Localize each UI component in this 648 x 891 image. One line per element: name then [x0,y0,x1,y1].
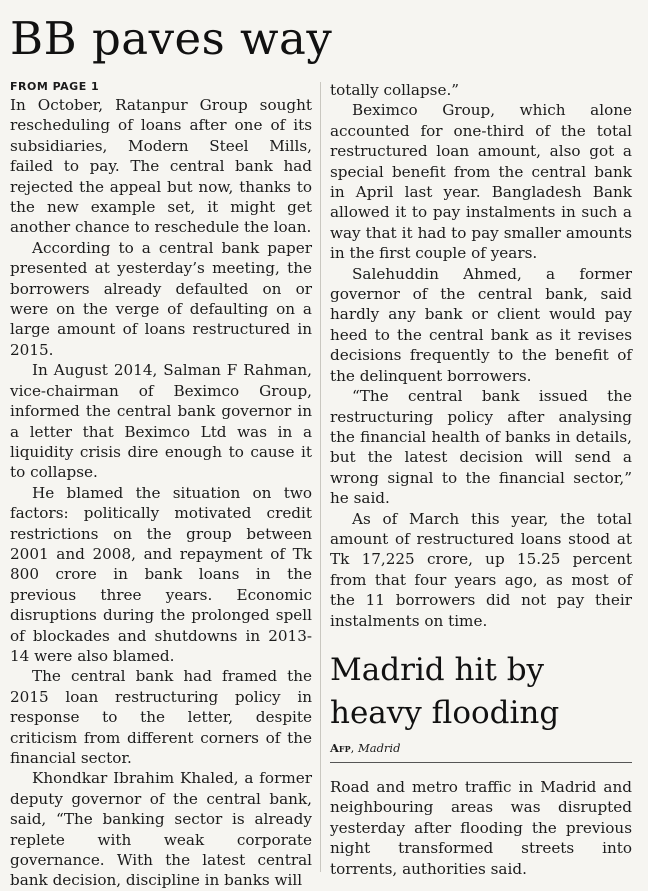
article-paragraph: Beximco Group, which alone accounted for one-third of the total restructured loan amount, also got a special benefit from the central bank in April last year. Bangladesh Bank allowed it to pay instalments in such a way that it had to pay smaller amounts in the first couple of years. [330,101,632,263]
article-paragraph: Khondkar Ibrahim Khaled, a former deputy governor of the central bank, said, “The banking sector is already replete with weak corporate governance. With the latest central bank decision, discipline in banks will [10,769,312,890]
article-paragraph: In October, Ratanpur Group sought rescheduling of loans after one of its subsidiaries, Modern Steel Mills, failed to pay. The central bank had rejected the appeal but now, thanks to the new example set, it might get another chance to reschedule the loan. [10,96,312,237]
article-column-right [330,80,632,879]
article-paragraph: In August 2014, Salman F Rahman, vice-chairman of Beximco Group, informed the central bank governor in a letter that Beximco Ltd was in a liquidity crisis dire enough to cause it to collapse. [10,361,312,482]
second-story-headline: Madrid hit by heavy flooding [330,651,560,731]
article-paragraph: Salehuddin Ahmed, a former governor of the central bank, said hardly any bank or client would pay heed to the central bank as it revises decisions frequently to the benefit of the delinquent borrowers. [330,264,632,385]
article-paragraph: He blamed the situation on two factors: politically motivated credit restrictions on the group between 2001 and 2008, and repayment of Tk 800 crore in bank loans in the previous three years. Economic disruptions during the prolonged spell of blockades and shutdowns in 2013-14 were also blamed. [10,483,312,665]
byline-agency: Afp [330,740,351,755]
article-column-left [10,80,312,891]
second-story-body [330,777,632,879]
byline: Afp, Madrid [330,741,632,763]
article-paragraph: Road and metro traffic in Madrid and neighbouring areas was disrupted yesterday after flooding the previous night transformed streets into torrents, authorities said. [330,777,632,878]
byline-place: Madrid [357,740,401,755]
article-continuation: totally collapse.” [330,81,460,99]
article-paragraph: The central bank had framed the 2015 loan restructuring policy in response to the letter, despite criticism from different corners of the financial sector. [10,667,312,767]
kicker: FROM PAGE 1 [10,80,100,93]
page-title: BB paves way [10,12,333,65]
article-paragraph: “The central bank issued the restructuring policy after analysing the financial health of banks in details, but the latest decision will send a wrong signal to the financial sector,” he said. [330,387,632,508]
article-paragraph: As of March this year, the total amount of restructured loans stood at Tk 17,225 crore, up 15.25 percent from that four years ago, as most of the 11 borrowers did not pay their instalments on time. [330,509,632,630]
column-divider [320,82,321,872]
article-paragraph: According to a central bank paper presented at yesterday’s meeting, the borrowers already defaulted on or were on the verge of defaulting on a large amount of loans restructured in 2015. [10,238,312,359]
